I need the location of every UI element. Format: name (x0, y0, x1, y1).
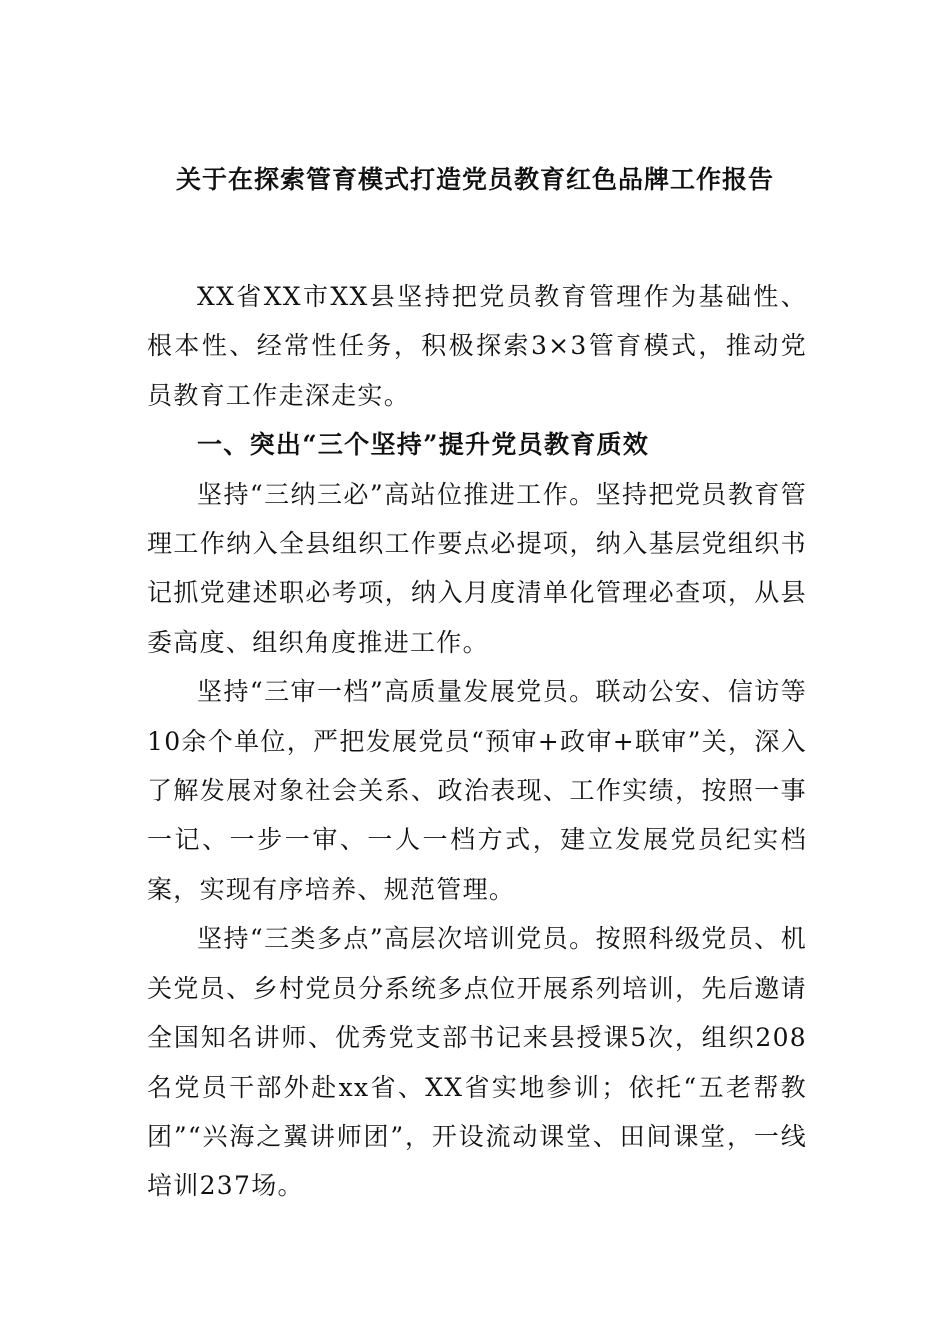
intro-paragraph: XX省XX市XX县坚持把党员教育管理作为基础性、根本性、经常性任务，积极探索3×3管育模式，推动党员教育工作走深走实。 (147, 282, 807, 410)
document-title: 关于在探索管育模式打造党员教育红色品牌工作报告 (175, 165, 774, 194)
document-body (147, 272, 807, 1211)
section-heading: 一、突出“三个坚持”提升党员教育质效 (197, 430, 650, 460)
paragraph-1: 坚持“三纳三必”高站位推进工作。坚持把党员教育管理工作纳入全县组织工作要点必提项，纳入基层党组织书记抓党建述职必考项，纳入月度清单化管理必查项，从县委高度、组织角度推进工作。 (147, 479, 807, 657)
paragraph-3: 坚持“三类多点”高层次培训党员。按照科级党员、机关党员、乡村党员分系统多点位开展系列培训，先后邀请全国知名讲师、优秀党支部书记来县授课5次，组织208名党员干部外赴xx省、XX省实地参训；依托“五老帮教团”“兴海之翼讲师团”，开设流动课堂、田间课堂，一线培训237场。 (147, 924, 807, 1201)
paragraph-2: 坚持“三审一档”高质量发展党员。联动公安、信访等10余个单位，严把发展党员“预审+政审+联审”关，深入了解发展对象社会关系、政治表现、工作实绩，按照一事一记、一步一审、一人一档方式，建立发展党员纪实档案，实现有序培养、规范管理。 (147, 677, 807, 904)
